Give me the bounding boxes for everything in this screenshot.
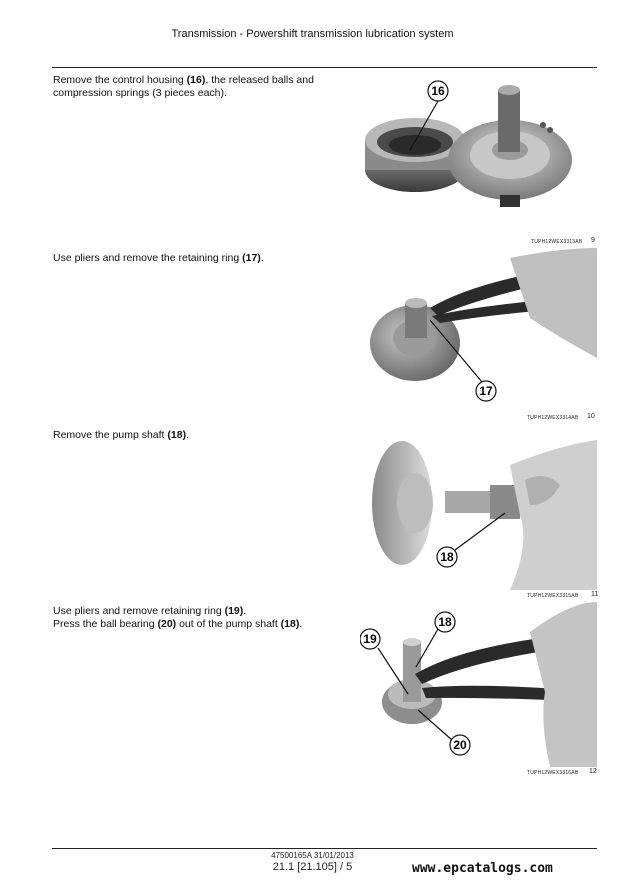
figure-1-number: 9: [591, 237, 595, 244]
instruction-text: .: [243, 605, 247, 617]
callout-number: 18: [440, 550, 454, 564]
figure-4-number: 12: [589, 768, 597, 775]
page-header-title: Transmission - Powershift transmission lubrication system: [171, 28, 454, 40]
instruction-text: .: [186, 429, 190, 441]
instruction-text: .: [299, 618, 303, 630]
callout-number: 19: [363, 632, 377, 646]
ref-number: (18): [280, 618, 300, 630]
callouts-fig4: [360, 602, 597, 767]
footer-rule: [52, 848, 597, 849]
figure-2-number: 10: [587, 413, 595, 420]
instruction-text: Press the ball bearing: [53, 618, 158, 630]
ref-number: (20): [157, 618, 177, 630]
instruction-text: Remove the control housing: [53, 74, 187, 86]
instruction-text: Remove the pump shaft: [53, 429, 168, 441]
instruction-text: .: [260, 252, 264, 264]
callout-17: [360, 248, 597, 413]
figure-4-code: TUPH12WEX3316AB: [527, 770, 579, 776]
footer-page-ref: 21.1 [21.105] / 5: [272, 861, 353, 873]
ref-number: (19): [224, 605, 244, 617]
callout-number: 18: [438, 615, 452, 629]
ref-number: (16): [186, 74, 206, 86]
instruction-text: , the released balls and compression springs (3 pieces each).: [53, 74, 314, 99]
callout-18-fig3: [360, 425, 597, 590]
step-4-text: [53, 605, 353, 631]
callout-number: 16: [431, 84, 445, 98]
figure-3-number: 11: [591, 591, 599, 598]
figure-2-code: TUPH12WEX3314AB: [527, 415, 579, 421]
figure-3-code: TUPH12WEX3315AB: [527, 593, 579, 599]
ref-number: (17): [242, 252, 261, 264]
callout-number: 17: [479, 384, 493, 398]
callout-16: [360, 70, 597, 235]
step-1-text: [53, 74, 353, 100]
watermark-link[interactable]: www.epcatalogs.com: [412, 861, 553, 876]
header-rule: [52, 67, 597, 68]
footer-doc-ref: 47500165A 31/01/2013: [271, 851, 354, 860]
ref-number: (18): [167, 429, 187, 441]
step-3-text: [53, 429, 353, 442]
instruction-text: out of the pump shaft: [176, 618, 281, 630]
figure-1-code: TUPH12WEX3313AB: [531, 239, 583, 245]
step-2-text: [53, 252, 353, 265]
instruction-text: Use pliers and remove the retaining ring: [53, 252, 243, 264]
instruction-text: Use pliers and remove retaining ring: [53, 605, 225, 617]
callout-number: 20: [453, 738, 467, 752]
